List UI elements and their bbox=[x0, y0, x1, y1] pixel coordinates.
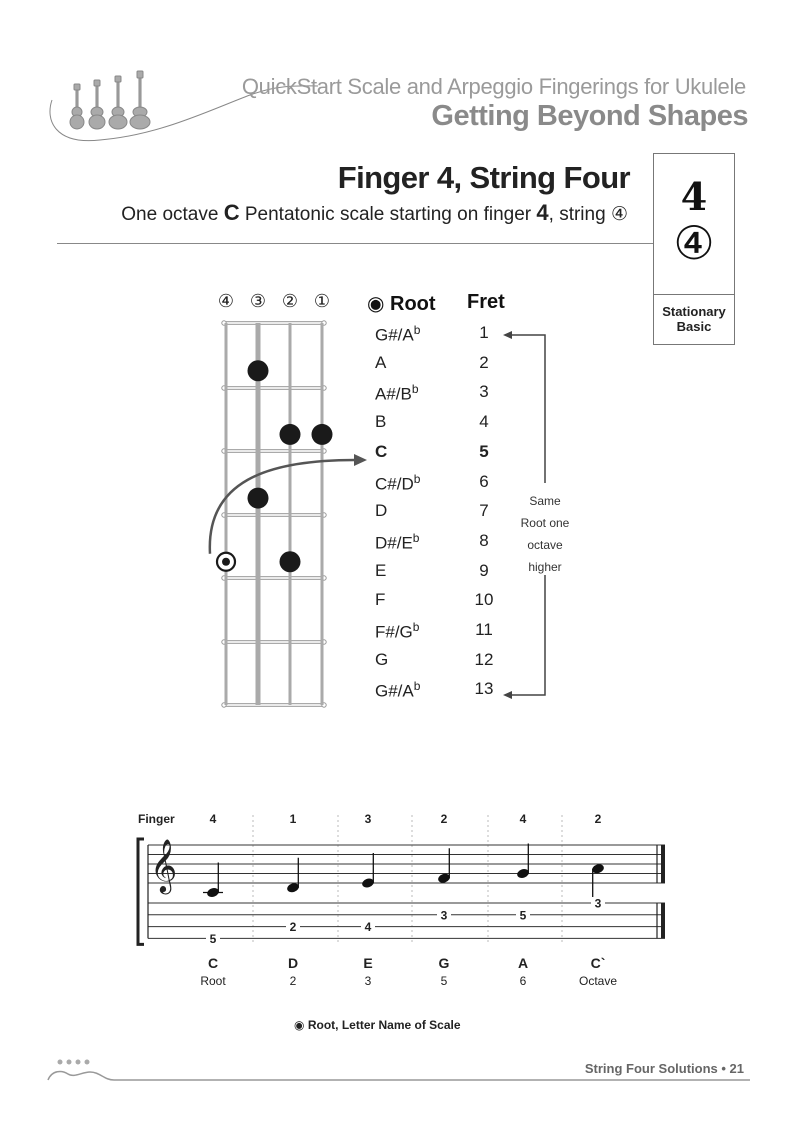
flat-sign: b bbox=[412, 620, 420, 634]
string-label: ③ bbox=[249, 291, 267, 311]
octave-arrow bbox=[210, 460, 355, 554]
position-tag bbox=[653, 153, 735, 345]
scale-degree: Root bbox=[200, 974, 226, 988]
finger-dot bbox=[248, 360, 269, 381]
flat-sign: b bbox=[413, 679, 421, 694]
fret-column-header: Fret bbox=[467, 291, 505, 313]
book-title: Getting Beyond Shapes bbox=[431, 100, 748, 132]
subtitle-pre: One octave bbox=[121, 204, 224, 225]
note-name: E bbox=[375, 560, 387, 580]
root-header-label: Root bbox=[390, 293, 436, 315]
flat-sign: b bbox=[413, 323, 421, 337]
tag-label-line2: Basic bbox=[676, 319, 712, 334]
scale-note-name: A bbox=[517, 955, 529, 971]
heading-divider bbox=[57, 243, 654, 244]
ukulele-icon-tenor bbox=[109, 76, 127, 129]
tab-number: 5 bbox=[209, 931, 217, 946]
fret-number: 9 bbox=[479, 560, 489, 580]
note-name: $D\#/E^b$ bbox=[375, 530, 420, 553]
scale-degree: 2 bbox=[289, 974, 297, 988]
fret-number: 4 bbox=[479, 412, 489, 432]
fretboard-diagram bbox=[200, 280, 380, 720]
scale-note-name: C` bbox=[590, 955, 606, 971]
tab-number: 5 bbox=[519, 908, 527, 923]
scale-note-name: E bbox=[363, 955, 373, 971]
ukulele-icons bbox=[70, 71, 150, 129]
fret-number: 13 bbox=[474, 679, 494, 699]
lesson-subtitle bbox=[121, 200, 628, 226]
system-bracket bbox=[138, 839, 144, 944]
fret-number: 6 bbox=[479, 471, 489, 491]
footer-page-label: String Four Solutions • 21 bbox=[584, 1061, 744, 1076]
fret-number: 11 bbox=[475, 620, 493, 639]
string-label: ① bbox=[313, 291, 331, 311]
scale-note-name: C bbox=[207, 955, 219, 971]
note-name: $G\#/A^b$ bbox=[375, 323, 421, 345]
finger-dot bbox=[312, 424, 333, 445]
note-name: A bbox=[375, 352, 387, 372]
tab-number: 3 bbox=[594, 896, 602, 911]
staff-note bbox=[361, 853, 375, 889]
scale-degree: 5 bbox=[440, 974, 448, 988]
legend bbox=[294, 1018, 461, 1032]
tab-number: 3 bbox=[440, 908, 448, 923]
note-name: $G\#/A^b$ bbox=[375, 679, 421, 702]
fret-number: 3 bbox=[479, 382, 489, 402]
staff-and-tab bbox=[130, 805, 675, 1000]
flat-sign: b bbox=[413, 471, 421, 486]
finger-number: 2 bbox=[440, 812, 448, 826]
finger-number: 2 bbox=[594, 812, 602, 826]
finger-number: 1 bbox=[289, 812, 297, 826]
staff-note bbox=[516, 844, 530, 880]
octave-note: Same Root one octave higher bbox=[520, 494, 570, 574]
subtitle-mid: Pentatonic scale starting on finger bbox=[239, 204, 537, 225]
scale-note-name: D bbox=[287, 955, 299, 971]
scale-degree: 6 bbox=[519, 974, 527, 988]
note-name: F bbox=[375, 590, 386, 610]
lesson-title: Finger 4, String Four bbox=[337, 160, 630, 195]
legend-text: Root, Letter Name of Scale bbox=[307, 1018, 461, 1032]
finger-number: 4 bbox=[209, 812, 217, 826]
fret-number: 10 bbox=[474, 590, 494, 610]
string-label: ② bbox=[281, 291, 299, 311]
staff-note bbox=[591, 863, 605, 899]
fret-number: 12 bbox=[474, 649, 494, 669]
staff-note bbox=[437, 848, 451, 884]
finger-number: 3 bbox=[364, 812, 372, 826]
tag-finger-number: 4 bbox=[680, 174, 708, 219]
staff-note bbox=[286, 858, 300, 894]
scale-degree: Octave bbox=[578, 974, 618, 988]
ukulele-icon-soprano bbox=[70, 84, 84, 129]
subtitle-post: , string bbox=[548, 204, 611, 225]
finger-number: 4 bbox=[519, 812, 527, 826]
note-name: $F\#/G^b$ bbox=[375, 620, 420, 642]
ukulele-icon-concert bbox=[89, 80, 105, 129]
note-name: C bbox=[375, 441, 388, 461]
ukulele-icon-baritone bbox=[130, 71, 150, 129]
flat-sign: b bbox=[412, 530, 420, 545]
fret-number: 7 bbox=[479, 501, 489, 521]
scale-degree: 3 bbox=[364, 974, 372, 988]
note-name: $C\#/D^b$ bbox=[375, 471, 421, 494]
root-symbol-icon: ◉ bbox=[367, 291, 385, 315]
staff-note bbox=[203, 863, 223, 899]
note-name: D bbox=[375, 501, 388, 521]
subtitle-key: C bbox=[223, 200, 240, 225]
note-name: B bbox=[375, 412, 387, 432]
fret-number: 8 bbox=[479, 530, 489, 550]
tab-number: 4 bbox=[364, 920, 372, 935]
subtitle-string: ④ bbox=[610, 203, 628, 225]
flat-sign: b bbox=[411, 382, 419, 397]
note-name: $A\#/B^b$ bbox=[375, 382, 419, 405]
octave-arrowhead bbox=[354, 454, 367, 466]
footer-dots bbox=[58, 1060, 90, 1065]
fret-number: 1 bbox=[479, 323, 489, 342]
note-name: G bbox=[375, 649, 389, 669]
fret-number: 5 bbox=[479, 441, 489, 461]
tab-number: 2 bbox=[289, 920, 297, 935]
finger-dot bbox=[248, 488, 269, 509]
tag-label-line1: Stationary bbox=[662, 304, 726, 319]
treble-clef-icon: 𝄞 bbox=[150, 839, 178, 891]
finger-row-label: Finger bbox=[138, 812, 175, 826]
fret-number: 2 bbox=[479, 352, 489, 372]
root-marker-center bbox=[222, 558, 230, 566]
tag-divider bbox=[654, 294, 734, 295]
string-label: ④ bbox=[217, 291, 235, 311]
legend-root-icon: ◉ bbox=[294, 1018, 305, 1032]
scale-note-name: G bbox=[438, 955, 450, 971]
tag-label bbox=[654, 304, 734, 334]
tag-string-number: ④ bbox=[673, 216, 715, 270]
finger-dot bbox=[280, 424, 301, 445]
finger-dot bbox=[280, 551, 301, 572]
series-title: QuickStart Scale and Arpeggio Fingerings for Ukulele bbox=[241, 74, 746, 99]
root-column-header bbox=[367, 291, 436, 316]
subtitle-finger: 4 bbox=[536, 200, 549, 225]
